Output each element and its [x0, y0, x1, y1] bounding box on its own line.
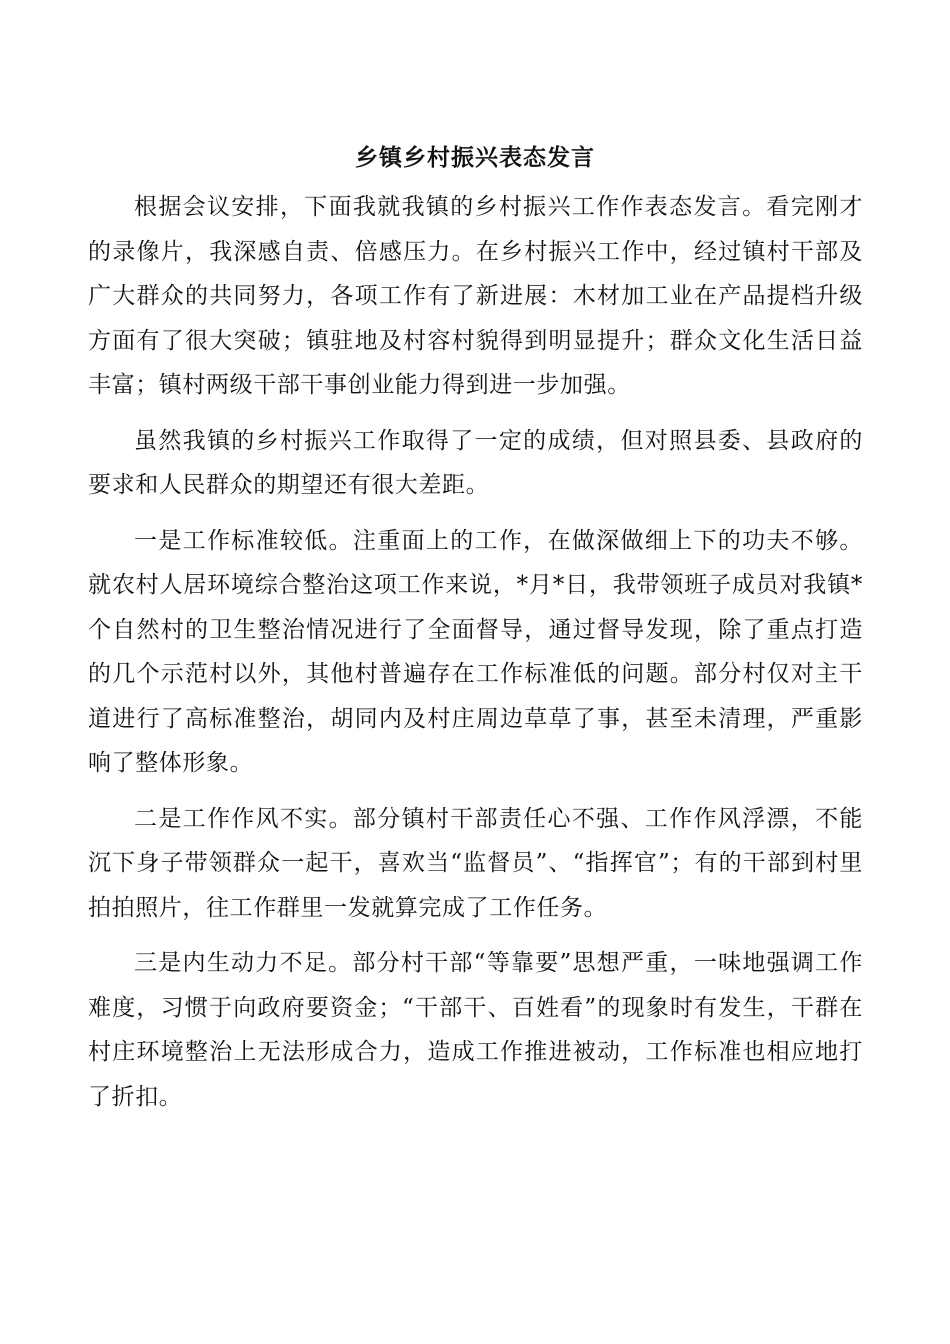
paragraph-issue-motivation: 三是内生动力不足。部分村干部“等靠要”思想严重，一味地强调工作难度，习惯于向政府要资金；“干部干、百姓看”的现象时有发生，干群在村庄环境整治上无法形成合力，造成工作推进被动，工作标准也相应地打了折扣。 — [88, 950, 863, 1110]
paragraph-issue-standards: 一是工作标准较低。注重面上的工作，在做深做细上下的功夫不够。就农村人居环境综合整治这项工作来说，*月*日，我带领班子成员对我镇*个自然村的卫生整治情况进行了全面督导，通过督导发现，除了重点打造的几个示范村以外，其他村普遍存在工作标准低的问题。部分村仅对主干道进行了高标准整治，胡同内及村庄周边草草了事，甚至未清理，严重影响了整体形象。 — [88, 527, 863, 776]
paragraph-issue-work-style: 二是工作作风不实。部分镇村干部责任心不强、工作作风浮漂，不能沉下身子带领群众一起干，喜欢当“监督员”、“指挥官”；有的干部到村里拍拍照片，往工作群里一发就算完成了工作任务。 — [88, 805, 863, 921]
document-title: 乡镇乡村振兴表态发言 — [355, 144, 595, 171]
document-body — [88, 185, 863, 1119]
paragraph-intro: 根据会议安排，下面我就我镇的乡村振兴工作作表态发言。看完刚才的录像片，我深感自责、倍感压力。在乡村振兴工作中，经过镇村干部及广大群众的共同努力，各项工作有了新进展：木材加工业在产品提档升级方面有了很大突破；镇驻地及村容村貌得到明显提升；群众文化生活日益丰富；镇村两级干部干事创业能力得到进一步加强。 — [88, 194, 863, 398]
paragraph-gap: 虽然我镇的乡村振兴工作取得了一定的成绩，但对照县委、县政府的要求和人民群众的期望还有很大差距。 — [88, 427, 863, 498]
